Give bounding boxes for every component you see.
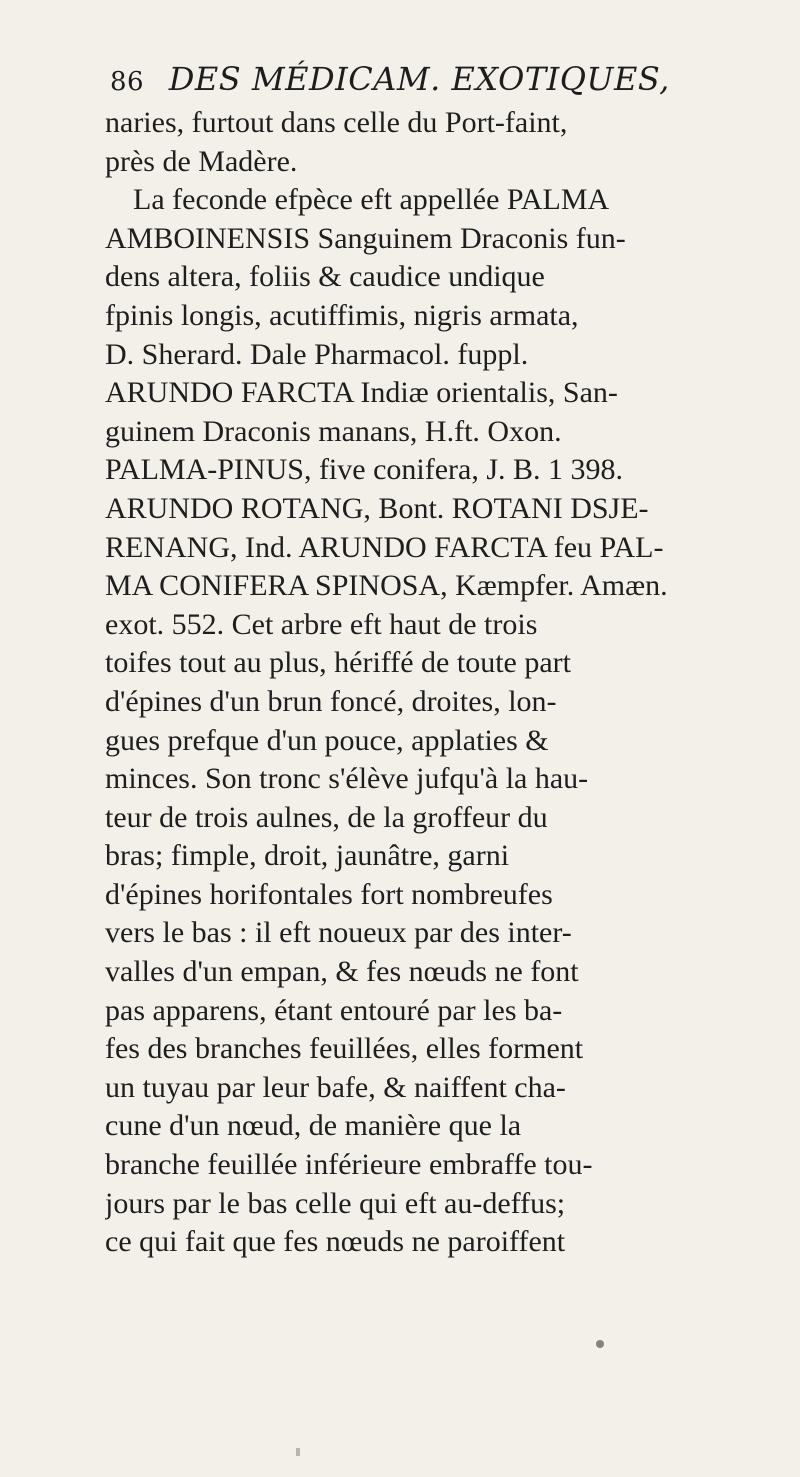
text-line: gues prefque d'un pouce, applaties &: [105, 723, 549, 757]
text-line: fpinis longis, acutiffimis, nigris armata,: [105, 298, 579, 332]
text-line: d'épines horifontales fort nombreufes: [105, 877, 553, 911]
running-title: DES MÉDICAM. EXOTIQUES,: [168, 60, 670, 98]
ink-dot: [596, 1340, 604, 1348]
text-line: guinem Draconis manans, H.ft. Oxon.: [105, 414, 562, 448]
text-line: toifes tout au plus, hériffé de toute part: [105, 646, 571, 680]
text-line: près de Madère.: [105, 144, 298, 178]
text-line: jours par le bas celle qui eft au-deffus;: [105, 1186, 566, 1220]
page-number: 86: [110, 67, 145, 97]
text-line: AMBOINENSIS Sanguinem Draconis fun-: [105, 221, 626, 255]
text-line: La feconde efpèce eft appellée PALMA: [133, 183, 610, 217]
text-line: ARUNDO ROTANG, Bont. ROTANI DSJE-: [105, 491, 649, 525]
body-text: [105, 104, 755, 1262]
text-line: RENANG, Ind. ARUNDO FARCTA feu PAL-: [105, 530, 664, 564]
text-line: un tuyau par leur bafe, & naiffent cha-: [105, 1070, 566, 1104]
text-line: cune d'un nœud, de manière que la: [105, 1109, 522, 1143]
text-line: fes des branches feuillées, elles forment: [105, 1032, 584, 1066]
text-line: vers le bas : il eft noueux par des inter-: [105, 916, 572, 950]
text-line: MA CONIFERA SPINOSA, Kæmpfer. Amæn.: [105, 569, 668, 603]
text-line: ARUNDO FARCTA Indiæ orientalis, San-: [105, 376, 618, 410]
text-line: D. Sherard. Dale Pharmacol. fuppl.: [105, 337, 529, 371]
text-line: ce qui fait que fes nœuds ne paroiffent: [105, 1225, 566, 1259]
text-line: d'épines d'un brun foncé, droites, lon-: [105, 684, 557, 718]
text-line: branche feuillée inférieure embraffe tou-: [105, 1148, 593, 1182]
text-line: minces. Son tronc s'élève jufqu'à la hau-: [105, 762, 589, 796]
running-header: [110, 60, 730, 110]
text-line: dens altera, foliis & caudice undique: [105, 260, 545, 294]
text-line: exot. 552. Cet arbre eft haut de trois: [105, 607, 538, 641]
text-line: naries, furtout dans celle du Port-faint,: [105, 106, 568, 139]
paper-speck: [296, 1448, 300, 1456]
text-line: pas apparens, étant entouré par les ba-: [105, 993, 563, 1027]
text-line: teur de trois aulnes, de la groffeur du: [105, 800, 548, 834]
text-line: bras; fimple, droit, jaunâtre, garni: [105, 839, 510, 873]
text-line: valles d'un empan, & fes nœuds ne font: [105, 955, 579, 989]
text-line: PALMA-PINUS, five conifera, J. B. 1 398.: [105, 453, 624, 487]
